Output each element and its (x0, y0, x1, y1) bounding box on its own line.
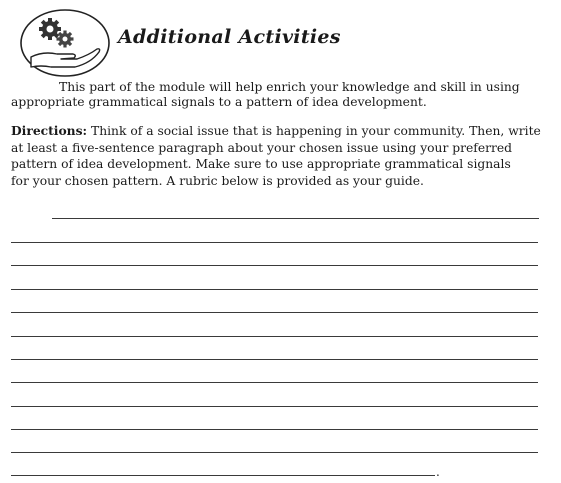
answer-line[interactable] (11, 312, 538, 313)
directions-line: pattern of idea development. Make sure to use appropriate grammatical signals (11, 157, 511, 171)
answer-line[interactable] (11, 475, 435, 476)
answer-line[interactable] (11, 382, 538, 383)
directions-line: at least a five-sentence paragraph about your chosen issue using your preferred (11, 140, 513, 155)
directions-line: for your chosen pattern. A rubric below is provided as your guide. (11, 173, 424, 188)
gears-in-hand-icon (17, 7, 113, 79)
final-period: . (436, 465, 440, 479)
answer-line[interactable] (11, 336, 538, 337)
answer-line[interactable] (52, 218, 539, 219)
answer-line[interactable] (11, 265, 538, 266)
answer-line[interactable] (11, 406, 538, 407)
intro-line: appropriate grammatical signals to a pattern of idea development. (11, 95, 427, 109)
answer-line[interactable] (11, 452, 538, 453)
directions-paragraph (11, 123, 551, 189)
intro-paragraph (11, 80, 551, 110)
directions-line (11, 123, 551, 140)
answer-line[interactable] (11, 289, 538, 290)
answer-line[interactable] (11, 429, 538, 430)
page-title: Additional Activities (118, 26, 341, 48)
answer-line[interactable] (11, 242, 538, 243)
answer-line[interactable] (11, 359, 538, 360)
directions-text: Think of a social issue that is happening in your community. Then, write (87, 124, 541, 138)
directions-label: Directions: (11, 123, 88, 138)
intro-line: This part of the module will help enrich your knowledge and skill in using (59, 80, 520, 94)
